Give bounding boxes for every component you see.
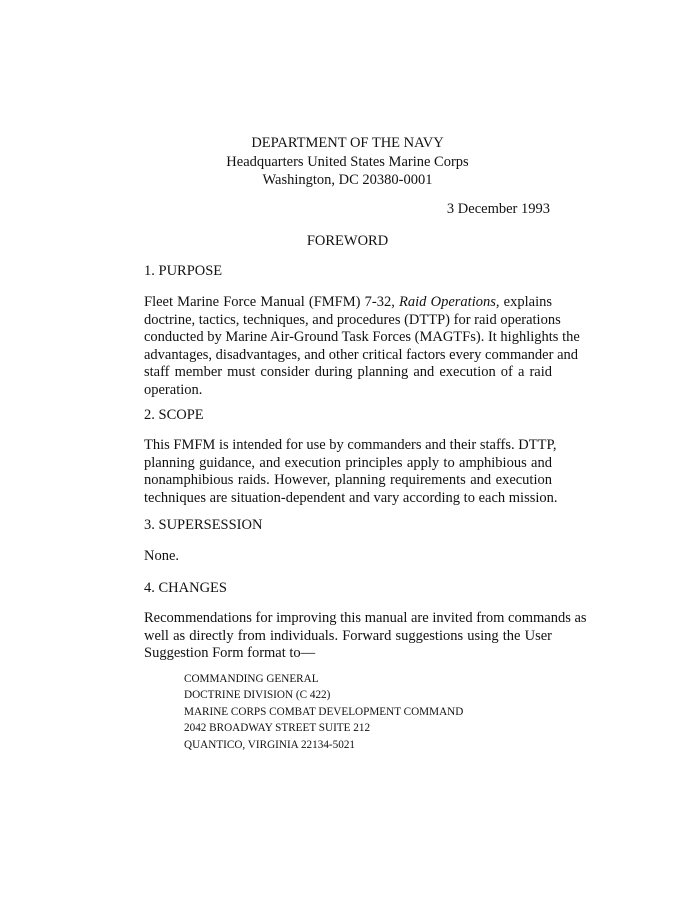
purpose-line-3: conducted by Marine Air-Ground Task Forces (MAGTFs). It highlights the (144, 329, 580, 346)
scope-line-2: planning guidance, and execution principles apply to amphibious and (144, 454, 552, 471)
address-line-1: COMMANDING GENERAL (184, 673, 319, 685)
scope-line-1: This FMFM is intended for use by commanders and their staffs. DTTP, (144, 437, 557, 453)
address-line-5: QUANTICO, VIRGINIA 22134-5021 (184, 738, 356, 751)
letterhead (0, 134, 695, 190)
changes-line-2: well as directly from individuals. Forward suggestions using the User (144, 627, 552, 644)
changes-paragraph (144, 610, 587, 663)
letterhead-headquarters: Headquarters United States Marine Corps (226, 153, 469, 170)
purpose-line-1-text: Fleet Marine Force Manual (FMFM) 7-32, (144, 294, 400, 310)
address-line-4: 2042 BROADWAY STREET SUITE 212 (184, 722, 371, 735)
changes-line-1: Recommendations for improving this manual are invited from commands as (144, 610, 587, 626)
letterhead-department: DEPARTMENT OF THE NAVY (251, 135, 444, 151)
purpose-publication-title: Raid Operations, (399, 294, 500, 310)
changes-heading: 4. CHANGES (144, 580, 227, 596)
scope-line-4: techniques are situation-dependent and vary according to each mission. (144, 489, 558, 506)
scope-heading: 2. SCOPE (144, 407, 204, 423)
letterhead-address: Washington, DC 20380-0001 (262, 172, 433, 188)
purpose-line-5: staff member must consider during planning and execution of a raid (144, 364, 552, 381)
supersession-heading: 3. SUPERSESSION (144, 517, 263, 533)
purpose-heading: 1. PURPOSE (144, 263, 223, 279)
supersession-body: None. (144, 548, 180, 564)
address-line-3: MARINE CORPS COMBAT DEVELOPMENT COMMAND (184, 705, 464, 718)
address-line-2: DOCTRINE DIVISION (C 422) (184, 689, 331, 702)
purpose-line-4: advantages, disadvantages, and other critical factors every commander and (144, 346, 579, 363)
mailing-address (184, 671, 463, 753)
scope-line-3: nonamphibious raids. However, planning requirements and execution (144, 472, 552, 489)
document-date: 3 December 1993 (446, 201, 550, 217)
purpose-line-2: doctrine, tactics, techniques, and procedures (DTTP) for raid operations (144, 311, 561, 328)
purpose-line-1 (144, 294, 552, 312)
changes-line-3: Suggestion Form format to— (144, 645, 316, 662)
purpose-paragraph (144, 294, 580, 400)
purpose-line-6: operation. (144, 381, 203, 398)
scope-paragraph (144, 437, 558, 507)
purpose-line-1-end: explains (499, 294, 553, 310)
document-title: FOREWORD (306, 233, 389, 249)
